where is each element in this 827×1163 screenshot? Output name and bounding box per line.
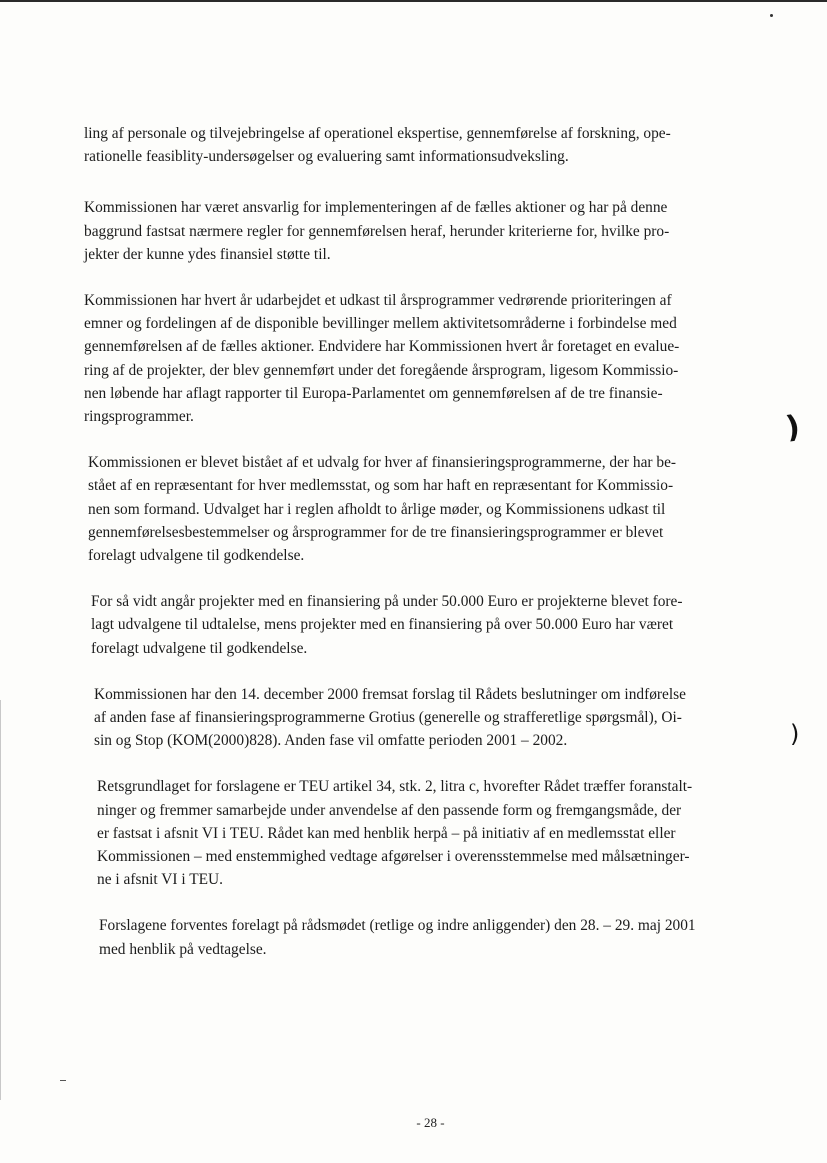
- text-line: forelagt udvalgene til godkendelse.: [88, 547, 305, 565]
- text-line: Kommissionen har hvert år udarbejdet et udkast til årsprogrammer vedrørende prioriteringen af: [84, 292, 672, 310]
- text-line: ring af de projekter, der blev gennemført under det foregående årsprogram, ligesom Kommissio-: [84, 361, 679, 379]
- paragraph-3: [84, 289, 748, 428]
- text-line: baggrund fastsat nærmere regler for gennemførelsen heraf, herunder kriterierne for, hvilke pro-: [84, 222, 670, 240]
- top-border-rule: [0, 0, 827, 2]
- paragraph-8: [99, 914, 748, 960]
- document-body: [84, 122, 748, 984]
- text-line: Kommissionen – med enstemmighed vedtage afgørelser i overensstemmelse med målsætninger-: [97, 848, 690, 866]
- text-line: ringsprogrammer.: [84, 408, 194, 426]
- text-line: Kommissionen har været ansvarlig for implementeringen af de fælles aktioner og har på denne: [84, 199, 668, 217]
- page-number: - 28 -: [416, 1115, 445, 1130]
- text-line: ne i afsnit VI i TEU.: [97, 871, 223, 889]
- paragraph-1: [84, 122, 748, 168]
- scan-left-edge: [0, 700, 1, 1100]
- text-line: sin og Stop (KOM(2000)828). Anden fase vil omfatte perioden 2001 – 2002.: [94, 732, 568, 750]
- text-line: nen som formand. Udvalget har i reglen afholdt to årlige møder, og Kommissionens udkast til: [88, 500, 666, 518]
- text-line: emner og fordelingen af de disponible bevillinger mellem aktivitetsområderne i forbindelse med: [84, 315, 677, 333]
- text-line: forelagt udvalgene til godkendelse.: [91, 639, 308, 657]
- paragraph-2: [84, 196, 748, 266]
- scan-speck: [60, 1080, 66, 1081]
- text-line: nen løbende har aflagt rapporter til Europa-Parlamentet om gennemførelsen af de tre finansie-: [84, 384, 663, 402]
- text-line: For så vidt angår projekter med en finansiering på under 50.000 Euro er projekterne blevet fore-: [91, 593, 683, 611]
- text-line: lagt udvalgene til udtalelse, mens projekter med en finansiering på over 50.000 Euro har været: [91, 616, 674, 634]
- text-line: Forslagene forventes forelagt på rådsmødet (retlige og indre anliggender) den 28. – 29. maj 2001: [99, 917, 696, 935]
- paragraph-6: [94, 683, 748, 753]
- text-line: rationelle feasiblity-undersøgelser og evaluering samt informationsudveksling.: [84, 148, 569, 166]
- paragraph-5: [91, 590, 748, 660]
- hole-punch-mark: ): [790, 720, 800, 748]
- scan-speck: [770, 14, 773, 17]
- text-line: Kommissionen er blevet bistået af et udvalg for hver af finansieringsprogrammerne, der har be-: [88, 454, 677, 472]
- text-line: Retsgrundlaget for forslagene er TEU artikel 34, stk. 2, litra c, hvorefter Rådet træffer foranstalt-: [97, 778, 693, 796]
- hole-punch-mark: ): [783, 409, 803, 446]
- text-line: med henblik på vedtagelse.: [99, 940, 267, 958]
- text-line: gennemførelsesbestemmelser og årsprogrammer for de tre finansieringsprogrammer er blevet: [88, 523, 664, 541]
- text-line: gennemførelsen af de fælles aktioner. Endvidere har Kommissionen hvert år foretaget en evalue-: [84, 338, 680, 356]
- text-line: af anden fase af finansieringsprogrammerne Grotius (generelle og strafferetlige spørgsmål), Oi-: [94, 709, 682, 727]
- paragraph-7: [97, 775, 748, 891]
- text-line: stået af en repræsentant for hver medlemsstat, og som har haft en repræsentant for Kommissio-: [88, 477, 674, 495]
- paragraph-4: [88, 451, 748, 567]
- text-line: ninger og fremmer samarbejde under anvendelse af den passende form og fremgangsmåde, der: [97, 801, 682, 819]
- text-line: er fastsat i afsnit VI i TEU. Rådet kan med henblik herpå – på initiativ af en medlemsstat eller: [97, 824, 676, 842]
- text-line: ling af personale og tilvejebringelse af operationel ekspertise, gennemførelse af forskning, ope-: [84, 125, 671, 142]
- text-line: jekter der kunne ydes finansiel støtte til.: [84, 245, 331, 263]
- text-line: Kommissionen har den 14. december 2000 fremsat forslag til Rådets beslutninger om indførelse: [94, 685, 686, 703]
